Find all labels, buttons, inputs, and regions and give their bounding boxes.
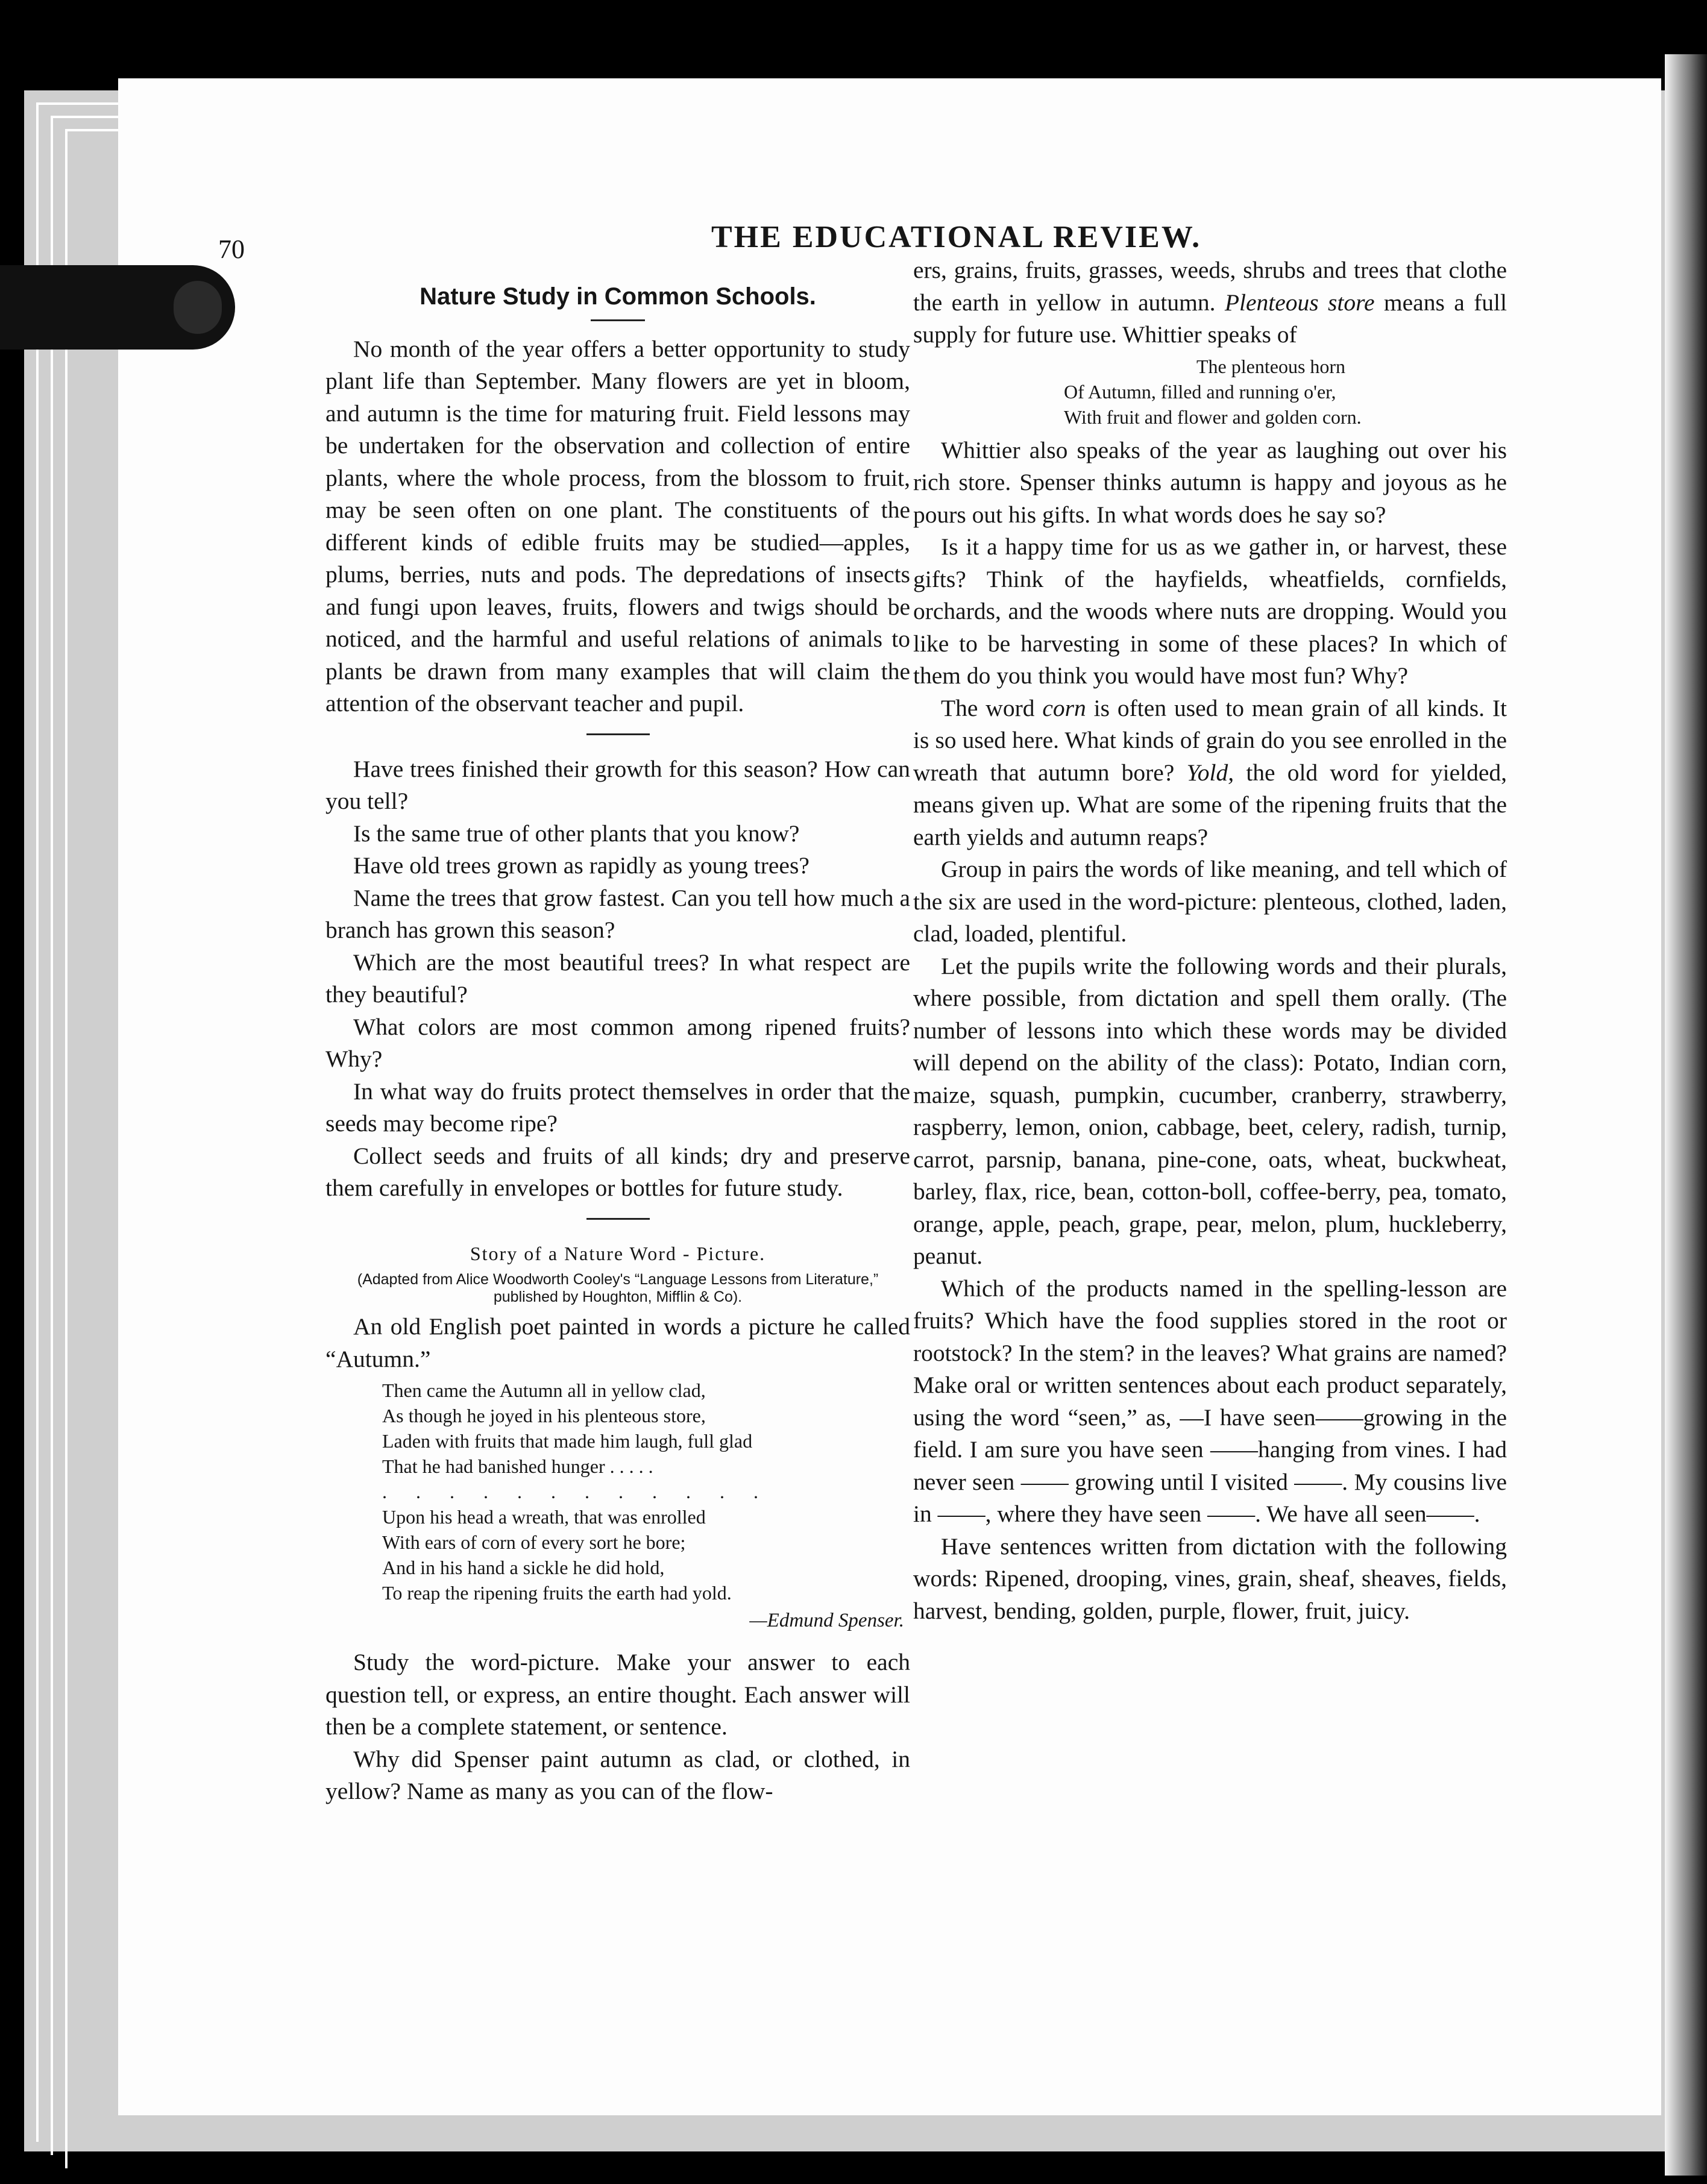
question-item: Which are the most beautiful trees? In what respect are they beautiful? [325, 949, 910, 1008]
story-title: Story of a Nature Word - Picture. [470, 1242, 766, 1264]
continued-paragraph [913, 254, 1507, 351]
story-intro: An old English poet painted in words a picture he called “Autumn.” [325, 1313, 910, 1372]
story-source-note: (Adapted from Alice Woodworth Cooley's “Language Lessons from Literature,” published by Houghton, Mifflin & Co). [357, 1271, 879, 1305]
poem-line: As though he joyed in his plenteous store, [382, 1405, 706, 1426]
book-spine-shadow [1665, 54, 1707, 2176]
body-paragraph: Is it a happy time for us as we gather in, or harvest, these gifts? Think of the hayfields, wheatfields, cornfields, orchards, and the woods where nuts are dropping. Would you like to be harvesting in some of these places? In which of them do you think you would have most fun? Why? [913, 533, 1507, 689]
emphasis-text: Plenteous store [1224, 289, 1375, 316]
right-column [913, 254, 1507, 1627]
text-run: means a full supply for future use. Whittier speaks of [913, 289, 1507, 348]
body-paragraph: Whittier also speaks of the year as laughing out over his rich store. Spenser thinks autumn is happy and joyous as he pours out his gifts. In what words does he say so? [913, 436, 1507, 528]
question-item: Have old trees grown as rapidly as young trees? [353, 852, 809, 879]
text-run: The word [941, 694, 1043, 721]
title-rule [591, 319, 645, 321]
question-item: Collect seeds and fruits of all kinds; dry and preserve them carefully in envelopes or bottles for future study. [325, 1142, 910, 1201]
poem-line: That he had banished hunger . . . . . [382, 1455, 653, 1477]
body-paragraph [913, 692, 1507, 854]
poem-line: Laden with fruits that made him laugh, full glad [382, 1430, 753, 1452]
poem-line: To reap the ripening fruits the earth had yold. [382, 1582, 732, 1604]
poem-line: And in his hand a sickle he did hold, [382, 1557, 665, 1578]
question-item: What colors are most common among ripened fruits? Why? [325, 1013, 910, 1072]
question-item: In what way do fruits protect themselves in order that the seeds may become ripe? [325, 1078, 910, 1137]
emphasis-text: Yold, [1186, 759, 1234, 786]
whittier-quote [913, 354, 1507, 430]
story-paragraph: Why did Spenser paint autumn as clad, or clothed, in yellow? Name as many as you can of the flow- [325, 1745, 910, 1804]
poem-attribution: —Edmund Spenser. [749, 1610, 904, 1631]
text-run: ers, grains, fruits, grasses, weeds, shrubs and trees that clothe the earth in yellow in autumn. [913, 257, 1507, 316]
body-paragraph: Group in pairs the words of like meaning, and tell which of the six are used in the word-picture: plenteous, clothed, laden, clad, loaded, plentiful. [913, 856, 1507, 947]
poem-line: Upon his head a wreath, that was enrolled [382, 1506, 706, 1528]
text-run: is often used to mean grain of all kinds. It is so used here. What kinds of grain do you see enrolled in the wreath that autumn bore? [913, 694, 1507, 786]
binder-clip [0, 265, 235, 350]
poem-line: With ears of corn of every sort he bore; [382, 1531, 686, 1553]
poem-line: With fruit and flower and golden corn. [1064, 406, 1362, 428]
emphasis-text: corn [1042, 694, 1086, 721]
article-title: Nature Study in Common Schools. [420, 283, 816, 310]
poem-ellipsis: . . . . . . . . . . . . [382, 1481, 770, 1502]
body-paragraph: Which of the products named in the spelling-lesson are fruits? Which have the food supplies stored in the root or rootstock? In the stem? in the leaves? What grains are named? Make oral or written sentences about each product separately, using the word “seen,” as, —I have seen——growing in the field. I am sure you have seen ——hanging from vines. I had never seen —— growing until I visited ——. My cousins live in ——, where they have seen ——. We have all seen——. [913, 1275, 1507, 1527]
poem-line: Of Autumn, filled and running o'er, [1064, 380, 1336, 403]
text-run: the old word for yielded, means given up. What are some of the ripening fruits that the earth yields and autumn reaps? [913, 759, 1507, 850]
poem-line: Then came the Autumn all in yellow clad, [382, 1379, 706, 1401]
article-intro: No month of the year offers a better opportunity to study plant life than September. Many flowers are yet in bloom, and autumn is the time for maturing fruit. Field lessons may be undertaken for the observation and collection of entire plants, where the whole process, from the blossom to fruit, may be seen often on one plant. The constituents of the different kinds of edible fruits may be studied—apples, plums, berries, nuts and pods. The depredations of insects and fungi upon leaves, fruits, flowers and twigs should be noticed, and the harmful and useful relations of animals to plants be drawn from many examples that will claim the attention of the observant teacher and pupil. [325, 335, 910, 717]
question-item: Is the same true of other plants that you know? [353, 820, 800, 847]
page-number: 70 [218, 234, 245, 264]
section-rule [586, 1218, 650, 1220]
running-head: THE EDUCATIONAL REVIEW. [711, 220, 1202, 254]
section-rule [586, 733, 650, 735]
poem-line: The plenteous horn [1196, 355, 1346, 377]
body-paragraph: Have sentences written from dictation with the following words: Ripened, drooping, vines, grain, sheaf, sheaves, fields, harvest, bending, golden, purple, flower, fruit, juicy. [913, 1533, 1507, 1624]
body-paragraph: Let the pupils write the following words and their plurals, where possible, from dictation and spell them orally. (The number of lessons into which these words may be divided will depend on the ability of the class): Potato, Indian corn, maize, squash, pumpkin, cucumber, cranberry, strawberry, raspberry, lemon, onion, cabbage, beet, celery, radish, turnip, carrot, parsnip, banana, pine-cone, oats, wheat, buckwheat, barley, flax, rice, bean, cotton-boll, coffee-berry, pea, tomato, orange, apple, peach, grape, pear, melon, plum, huckleberry, peanut. [913, 952, 1507, 1269]
question-item: Name the trees that grow fastest. Can you tell how much a branch has grown this season? [325, 884, 910, 943]
question-item: Have trees finished their growth for this season? How can you tell? [325, 755, 910, 814]
left-column [325, 276, 910, 1808]
story-paragraph: Study the word-picture. Make your answer to each question tell, or express, an entire thought. Each answer will then be a complete statement, or sentence. [325, 1649, 910, 1740]
spenser-poem [325, 1378, 910, 1605]
